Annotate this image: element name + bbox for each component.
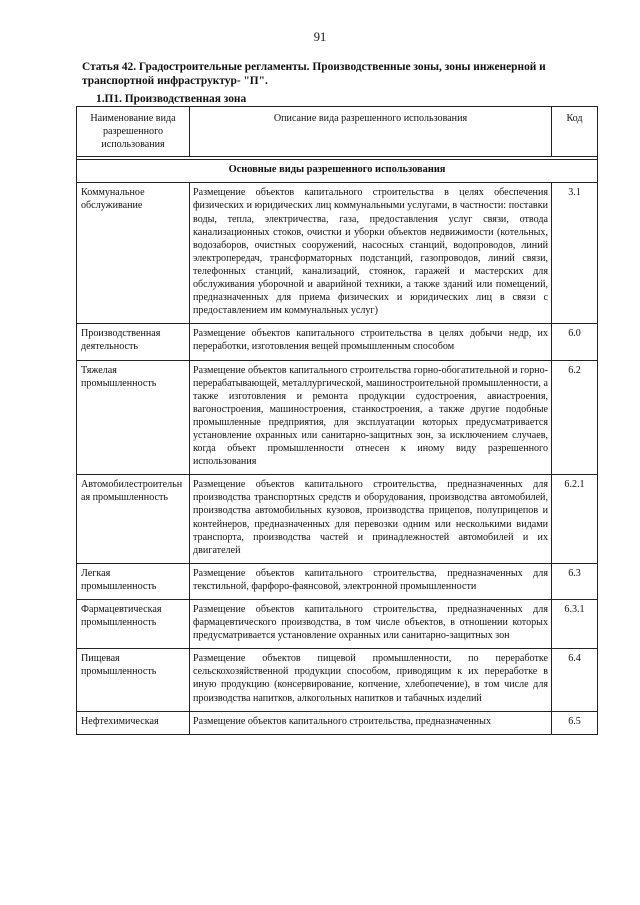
use-code: 6.5 [552,711,598,734]
regulations-table [76,106,598,735]
table-row [77,475,598,564]
use-name: Нефтехимическая [77,711,190,734]
use-description: Размещение объектов капитального строительства горно-обогатительной и горно-перерабатывающей, металлургической, машиностроительной промышленности, а также изготовления и ремонта продукции судостроения, авиастроения, вагоностроения, машиностроения, станкостроения, а также другие подобные промышленные предприятия, для эксплуатации которых предусматривается установление охранных или санитарно-защитных зон, за исключением случаев, когда объект промышленности отнесен к иному виду разрешенного использования [190,360,552,475]
header-name: Наименование вида разрешенного использования [77,107,190,157]
use-description: Размещение объектов капитального строительства, предназначенных для фармацевтического производства, в том числе объектов, в отношении которых предусматривается установление охранных или санитарно-защитных зон [190,600,552,649]
use-code: 6.4 [552,649,598,711]
use-code: 6.2.1 [552,475,598,564]
table-header-row [77,107,598,157]
table-row [77,563,598,599]
use-description: Размещение объектов пищевой промышленности, по переработке сельскохозяйственной продукции способом, приводящим к их переработке в иную продукцию (консервирование, копчение, хлебопечение), в том числе для производства напитков, алкогольных напитков и табачных изделий [190,649,552,711]
use-description: Размещение объектов капитального строительства в целях добычи недр, их переработки, изготовления вещей промышленным способом [190,324,552,360]
page-number: 91 [313,30,327,44]
table-row [77,711,598,734]
use-name: Автомобилестроительная промышленность [77,475,190,564]
use-name: Фармацевтическая промышленность [77,600,190,649]
use-code: 6.2 [552,360,598,475]
table-row [77,183,598,324]
table-row [77,324,598,360]
zone-subheading: 1.П1. Производственная зона [96,93,247,105]
section-row [77,160,598,183]
section-title: Основные виды разрешенного использования [77,160,598,183]
use-name: Легкая промышленность [77,563,190,599]
header-description: Описание вида разрешенного использования [190,107,552,157]
table-row [77,360,598,475]
use-name: Коммунальное обслуживание [77,183,190,324]
use-description: Размещение объектов капитального строительства, предназначенных [190,711,552,734]
use-description: Размещение объектов капитального строительства в целях обеспечения физических и юридических лиц коммунальными услугами, в частности: поставки воды, тепла, электричества, газа, предоставления услуг связи, отвода канализационных стоков, очистки и уборки объектов недвижимости (котельных, водозаборов, очистных сооружений, насосных станций, водопроводов, линий электропередач, трансформаторных подстанций, газопроводов, линий связи, телефонных станций, канализаций, стоянок, гаражей и мастерских для обслуживания уборочной и аварийной техники, а также зданий или помещений, предназначенных для приема физических и юридических лиц в связи с предоставлением им коммунальных услуг) [190,183,552,324]
article-heading: Статья 42. Градостроительные регламенты. Производственные зоны, зоны инженерной и транспортной инфраструктур- "П". [82,61,546,87]
use-name: Тяжелая промышленность [77,360,190,475]
use-code: 6.0 [552,324,598,360]
header-code: Код [552,107,598,157]
table-row [77,649,598,711]
use-code: 3.1 [552,183,598,324]
use-code: 6.3.1 [552,600,598,649]
table-row [77,600,598,649]
use-name: Пищевая промышленность [77,649,190,711]
use-description: Размещение объектов капитального строительства, предназначенных для текстильной, фарфоро-фаянсовой, электронной промышленности [190,563,552,599]
use-name: Производственная деятельность [77,324,190,360]
use-code: 6.3 [552,563,598,599]
use-description: Размещение объектов капитального строительства, предназначенных для производства транспортных средств и оборудования, производства автомобилей, производства автомобильных кузовов, производства прицепов, полуприцепов и контейнеров, предназначенных для перевозки одним или несколькими видами транспорта, производства частей и принадлежностей автомобилей и их двигателей [190,475,552,564]
